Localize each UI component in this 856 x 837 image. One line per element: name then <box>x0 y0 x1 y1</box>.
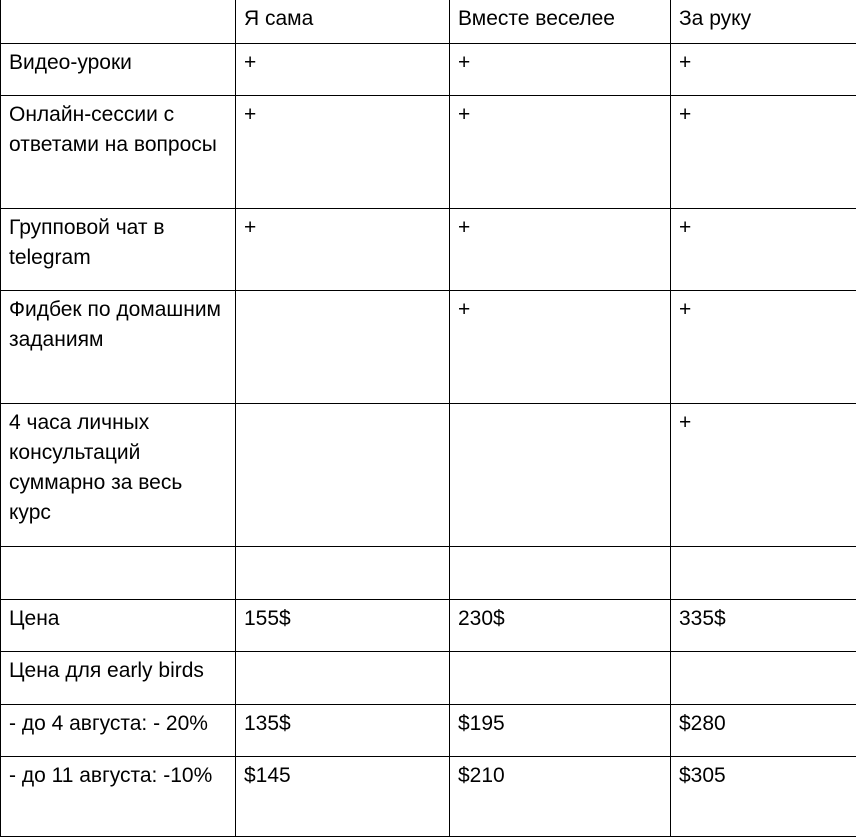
cell-plan2: + <box>450 96 671 209</box>
cell-plan3: + <box>671 209 856 291</box>
cell-plan2 <box>450 404 671 547</box>
price-plan2: $210 <box>450 757 671 837</box>
row-label: 4 часа личных консультаций суммарно за весь курс <box>1 404 236 547</box>
cell-plan3 <box>671 652 856 705</box>
cell-plan1: + <box>236 44 450 96</box>
price-plan2: $195 <box>450 705 671 757</box>
row-label: Цена <box>1 600 236 652</box>
cell-plan3: + <box>671 44 856 96</box>
cell-plan1 <box>236 291 450 404</box>
cell-plan1 <box>236 652 450 705</box>
row-label: Онлайн-сессии с ответами на вопросы <box>1 96 236 209</box>
row-label: Цена для early birds <box>1 652 236 705</box>
cell-plan2: + <box>450 291 671 404</box>
price-plan3: $305 <box>671 757 856 837</box>
header-plan-ya-sama: Я сама <box>236 0 450 44</box>
price-plan1: 135$ <box>236 705 450 757</box>
cell-plan1 <box>236 547 450 600</box>
cell-plan3: + <box>671 96 856 209</box>
table-row <box>1 209 856 291</box>
row-label <box>1 547 236 600</box>
row-label: Видео-уроки <box>1 44 236 96</box>
cell-plan1: + <box>236 209 450 291</box>
price-plan2: 230$ <box>450 600 671 652</box>
cell-plan3: + <box>671 404 856 547</box>
header-plan-za-ruku: За руку <box>671 0 856 44</box>
cell-plan2 <box>450 652 671 705</box>
header-row <box>1 0 856 44</box>
cell-plan2 <box>450 547 671 600</box>
cell-plan1 <box>236 404 450 547</box>
row-label: - до 11 августа: -10% <box>1 757 236 837</box>
header-empty-cell <box>1 0 236 44</box>
table-row <box>1 96 856 209</box>
early-bird-row <box>1 705 856 757</box>
table-row <box>1 44 856 96</box>
cell-plan1: + <box>236 96 450 209</box>
row-label: Фидбек по домашним заданиям <box>1 291 236 404</box>
cell-plan2: + <box>450 44 671 96</box>
price-plan1: 155$ <box>236 600 450 652</box>
price-plan3: $280 <box>671 705 856 757</box>
row-label: - до 4 августа: - 20% <box>1 705 236 757</box>
cell-plan3: + <box>671 291 856 404</box>
cell-plan2: + <box>450 209 671 291</box>
table-row <box>1 547 856 600</box>
price-plan3: 335$ <box>671 600 856 652</box>
table-row <box>1 291 856 404</box>
price-plan1: $145 <box>236 757 450 837</box>
table-row <box>1 652 856 705</box>
table-row <box>1 404 856 547</box>
cell-plan3 <box>671 547 856 600</box>
price-row <box>1 600 856 652</box>
row-label: Групповой чат в telegram <box>1 209 236 291</box>
header-plan-vmeste-veselee: Вместе веселее <box>450 0 671 44</box>
